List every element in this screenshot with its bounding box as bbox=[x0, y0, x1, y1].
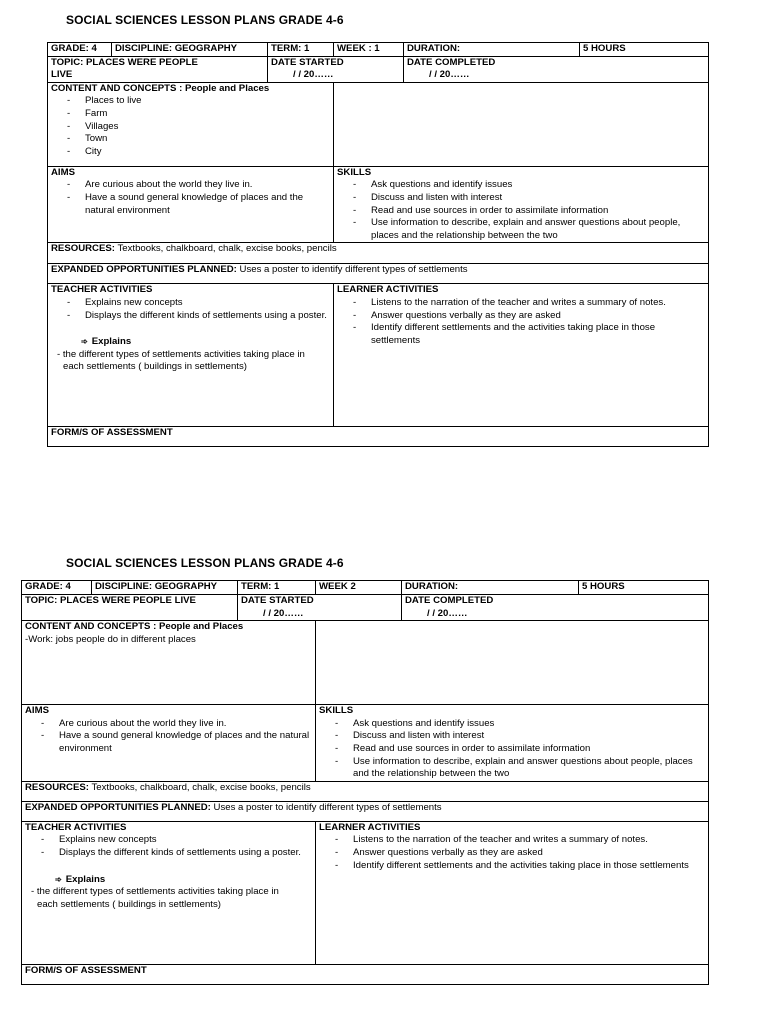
list-item: - Listens to the narration of the teacher and writes a summary of notes. bbox=[335, 834, 705, 847]
list-item: - Displays the different kinds of settlements using a poster. bbox=[67, 310, 330, 323]
duration-cell: DURATION: bbox=[402, 581, 579, 595]
aims-heading: AIMS bbox=[25, 705, 49, 717]
date-completed-value: / / 20…… bbox=[429, 69, 470, 81]
hours-cell: 5 HOURS bbox=[580, 43, 709, 57]
content-empty-cell bbox=[316, 621, 709, 705]
skills-cell bbox=[316, 705, 709, 782]
aims-cell bbox=[22, 705, 316, 782]
list-item: - Ask questions and identify issues bbox=[353, 179, 705, 192]
list-item: - Discuss and listen with interest bbox=[353, 192, 705, 205]
resources-cell bbox=[22, 781, 709, 801]
grade-cell: GRADE: 4 bbox=[48, 43, 112, 57]
date-completed-label: DATE COMPLETED bbox=[405, 595, 494, 606]
teacher-list bbox=[51, 297, 330, 322]
expanded-text: Uses a poster to identify different types of settlements bbox=[239, 264, 468, 276]
learner-activities-cell bbox=[316, 821, 709, 964]
topic-cell bbox=[48, 56, 268, 82]
learner-heading: LEARNER ACTIVITIES bbox=[319, 821, 421, 833]
term-cell: TERM: 1 bbox=[268, 43, 334, 57]
assessment-cell: FORM/S OF ASSESSMENT bbox=[48, 427, 709, 447]
resources-cell bbox=[48, 243, 709, 264]
explains-text: - the different types of settlements activities taking place in each settlements ( buildings in settlements) bbox=[31, 886, 279, 910]
content-cell bbox=[48, 82, 334, 166]
list-item: - Town bbox=[67, 133, 330, 146]
list-item: - Displays the different kinds of settlements using a poster. bbox=[41, 847, 312, 860]
expanded-text: Uses a poster to identify different types of settlements bbox=[213, 801, 442, 813]
date-started-value: / / 20…… bbox=[293, 69, 334, 81]
resources-label: RESOURCES: bbox=[25, 781, 89, 793]
list-item: - Farm bbox=[67, 108, 330, 121]
list-item: - Ask questions and identify issues bbox=[335, 718, 705, 731]
teacher-heading: TEACHER ACTIVITIES bbox=[25, 821, 127, 833]
list-item: - Have a sound general knowledge of places and the natural environment bbox=[41, 730, 312, 755]
grade-cell: GRADE: 4 bbox=[22, 581, 92, 595]
discipline-cell: DISCIPLINE: GEOGRAPHY bbox=[92, 581, 238, 595]
learner-list bbox=[319, 834, 705, 872]
explains-subheading bbox=[55, 874, 312, 887]
date-started-label: DATE STARTED bbox=[271, 56, 344, 68]
topic-line-1: TOPIC: PLACES WERE PEOPLE bbox=[51, 56, 198, 68]
teacher-activities-cell bbox=[48, 284, 334, 427]
content-text: -Work: jobs people do in different places bbox=[25, 633, 196, 645]
learner-activities-cell bbox=[334, 284, 709, 427]
expanded-label: EXPANDED OPPORTUNITIES PLANNED: bbox=[25, 801, 211, 813]
lesson-plan-2-table bbox=[21, 580, 708, 985]
topic-line-2: LIVE bbox=[51, 69, 73, 81]
aims-cell bbox=[48, 166, 334, 243]
expanded-cell bbox=[22, 801, 709, 821]
list-item: - Explains new concepts bbox=[67, 297, 330, 310]
list-item: - Answer questions verbally as they are asked bbox=[353, 310, 705, 323]
duration-cell: DURATION: bbox=[404, 43, 580, 57]
list-item: - Are curious about the world they live in. bbox=[67, 179, 330, 192]
skills-heading: SKILLS bbox=[337, 166, 372, 178]
assessment-cell: FORM/S OF ASSESSMENT bbox=[22, 964, 709, 984]
learner-list bbox=[337, 297, 705, 347]
list-item: - Explains new concepts bbox=[41, 834, 312, 847]
date-started-value: / / 20…… bbox=[263, 607, 304, 619]
list-item: - Identify different settlements and the activities taking place in those settlements bbox=[335, 860, 705, 873]
skills-list bbox=[337, 179, 705, 242]
skills-list bbox=[319, 718, 705, 781]
list-item: - Villages bbox=[67, 121, 330, 134]
topic-cell bbox=[22, 595, 238, 621]
skills-heading: SKILLS bbox=[319, 705, 354, 717]
teacher-heading: TEACHER ACTIVITIES bbox=[51, 284, 153, 296]
week-cell: WEEK 2 bbox=[316, 581, 402, 595]
content-empty-cell bbox=[334, 82, 709, 166]
resources-text: Textbooks, chalkboard, chalk, excise books, pencils bbox=[117, 243, 337, 255]
topic-line-1: TOPIC: PLACES WERE PEOPLE LIVE bbox=[25, 595, 196, 606]
date-started-cell bbox=[268, 56, 404, 82]
list-item: - Are curious about the world they live in. bbox=[41, 718, 312, 731]
aims-heading: AIMS bbox=[51, 166, 75, 178]
content-heading: CONTENT AND CONCEPTS : People and Places bbox=[51, 82, 270, 94]
list-item: - Discuss and listen with interest bbox=[335, 730, 705, 743]
expanded-cell bbox=[48, 264, 709, 284]
date-completed-value: / / 20…… bbox=[427, 607, 468, 619]
date-started-cell bbox=[238, 595, 402, 621]
explains-label: Explains bbox=[65, 873, 106, 885]
list-item: - Use information to describe, explain and answer questions about people, places and the relationship between the two bbox=[335, 756, 705, 781]
list-item: - Read and use sources in order to assimilate information bbox=[353, 205, 705, 218]
list-item: - Places to live bbox=[67, 95, 330, 108]
arrow-icon: ➾ bbox=[81, 337, 88, 347]
expanded-label: EXPANDED OPPORTUNITIES PLANNED: bbox=[51, 264, 237, 276]
date-completed-cell bbox=[404, 56, 709, 82]
resources-text: Textbooks, chalkboard, chalk, excise books, pencils bbox=[91, 781, 311, 793]
teacher-list bbox=[25, 834, 312, 859]
date-completed-label: DATE COMPLETED bbox=[407, 56, 496, 68]
resources-label: RESOURCES: bbox=[51, 243, 115, 255]
list-item: - Have a sound general knowledge of places and the natural environment bbox=[67, 192, 330, 217]
explains-label: Explains bbox=[91, 336, 132, 348]
lesson-plan-1-title: SOCIAL SCIENCES LESSON PLANS GRADE 4-6 bbox=[66, 13, 344, 27]
date-completed-cell bbox=[402, 595, 709, 621]
explains-subheading bbox=[81, 336, 330, 349]
hours-cell: 5 HOURS bbox=[579, 581, 709, 595]
list-item: - City bbox=[67, 146, 330, 159]
list-item: - Answer questions verbally as they are asked bbox=[335, 847, 705, 860]
aims-list bbox=[25, 718, 312, 756]
list-item: - Identify different settlements and the activities taking place in those settlements bbox=[353, 322, 705, 347]
list-item: - Use information to describe, explain and answer questions about people, places and the relationship between the two bbox=[353, 217, 705, 242]
aims-list bbox=[51, 179, 330, 217]
lesson-plan-1-table bbox=[47, 42, 708, 447]
explains-text: - the different types of settlements activities taking place in each settlements ( buildings in settlements) bbox=[57, 348, 305, 373]
list-item: - Read and use sources in order to assimilate information bbox=[335, 743, 705, 756]
arrow-icon: ➾ bbox=[55, 874, 62, 884]
teacher-activities-cell bbox=[22, 821, 316, 964]
date-started-label: DATE STARTED bbox=[241, 595, 314, 606]
lesson-plan-2-title: SOCIAL SCIENCES LESSON PLANS GRADE 4-6 bbox=[66, 556, 344, 570]
learner-heading: LEARNER ACTIVITIES bbox=[337, 284, 439, 296]
skills-cell bbox=[334, 166, 709, 243]
list-item: - Listens to the narration of the teacher and writes a summary of notes. bbox=[353, 297, 705, 310]
discipline-cell: DISCIPLINE: GEOGRAPHY bbox=[112, 43, 268, 57]
content-heading: CONTENT AND CONCEPTS : People and Places bbox=[25, 621, 244, 633]
content-list bbox=[51, 95, 330, 158]
term-cell: TERM: 1 bbox=[238, 581, 316, 595]
week-cell: WEEK : 1 bbox=[334, 43, 404, 57]
content-cell bbox=[22, 621, 316, 705]
